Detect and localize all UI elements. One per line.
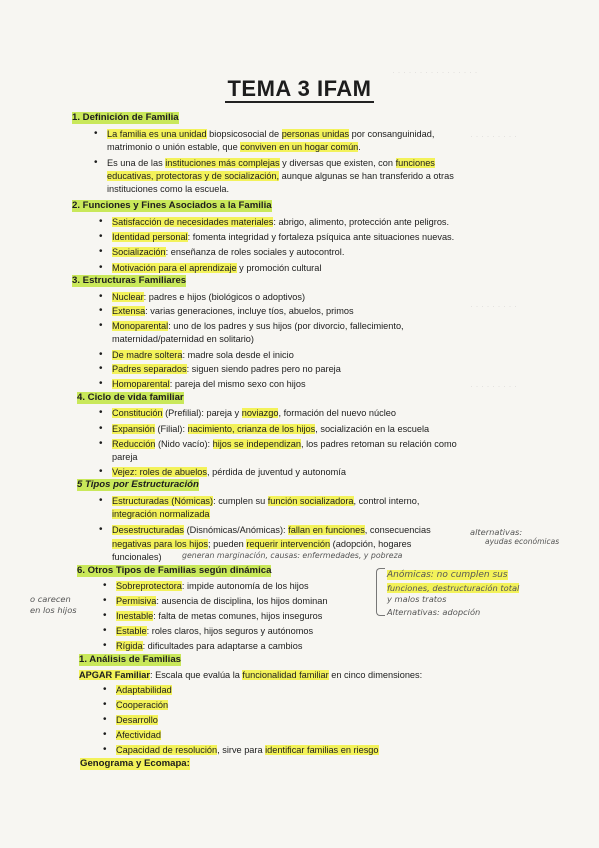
list-item: • Nuclear: padres e hijos (biológicos o adoptivos) [112,291,305,303]
list-item: • Inestable: falta de metas comunes, hijos inseguros [116,610,322,622]
section-heading-dinamica: 6. Otros Tipos de Familias según dinámica [77,565,272,576]
list-item: • Sobreprotectora: impide autonomía de los hijos [116,580,309,592]
list-item: • De madre soltera: madre sola desde el inicio [112,349,294,361]
list-item: • Motivación para el aprendizaje y promoción cultural [112,262,321,274]
list-item-continuation: instituciones como la escuela. [107,184,230,194]
show-through-text: · · · · · · · · · · · · · · · · [392,67,478,77]
list-item: • Cooperación [116,699,168,711]
list-item: • Homoparental: pareja del mismo sexo con hijos [112,378,306,390]
handwritten-note: alternativas: [470,527,523,537]
show-through-text: · · · · · · · · · [470,131,517,141]
list-item: • Reducción (Nido vacío): hijos se independizan, los padres retoman su relación como [112,438,457,450]
list-item: • Extensa: varias generaciones, incluye tíos, abuelos, primos [112,305,354,317]
section-heading-estructuracion: 5 Tipos por Estructuración [77,479,199,490]
handwritten-note: Anómicas: no cumplen sus [387,570,508,580]
list-item: • Vejez: roles de abuelos, pérdida de juventud y autonomía [112,466,346,478]
handwritten-note: funciones, destructuración total [387,583,520,593]
list-item: • Monoparental: uno de los padres y sus hijos (por divorcio, fallecimiento, [112,320,404,332]
list-item-continuation: educativas, protectoras y de socialización, aunque algunas se han transferido a otras [107,171,454,181]
list-item-continuation: negativas para los hijos; pueden requerir intervención (adopción, hogares [112,539,412,549]
handwritten-note: o carecen [30,594,71,604]
show-through-text: · · · · · · · · · [470,301,517,311]
list-item: • Socialización: enseñanza de roles sociales y autocontrol. [112,246,344,258]
genograma-heading: Genograma y Ecomapa: [80,758,190,769]
list-item: • Adaptabilidad [116,684,172,696]
list-item: • Afectividad [116,729,161,741]
list-item-continuation: pareja [112,452,138,462]
list-item: • Constitución (Prefilial): pareja y noviazgo, formación del nuevo núcleo [112,407,396,419]
page-title: TEMA 3 IFAM [227,76,372,101]
list-item: • Estable: roles claros, hijos seguros y autónomos [116,625,313,637]
list-item: • Capacidad de resolución, sirve para identificar familias en riesgo [116,744,379,756]
list-item-continuation: maternidad/paternidad en solitario) [112,334,254,344]
annotation-brace [376,568,385,616]
handwritten-note: en los hijos [30,605,77,615]
section-heading-ciclo: 4. Ciclo de vida familiar [77,392,184,403]
list-item: • Desestructuradas (Disnómicas/Anómicas): fallan en funciones, consecuencias [112,524,431,536]
list-item: • Rígida: dificultades para adaptarse a cambios [116,640,302,652]
list-item: • Padres separados: siguen siendo padres pero no pareja [112,363,341,375]
handwritten-note: Alternativas: adopción [387,607,481,617]
section-heading-analisis: 1. Análisis de Familias [79,654,182,665]
list-item: • La familia es una unidad biopsicosocial de personas unidas por consanguinidad, [107,128,434,140]
section-heading-funciones: 2. Funciones y Fines Asociados a la Familia [72,200,272,211]
list-item: • Expansión (Filial): nacimiento, crianza de los hijos, socialización en la escuela [112,423,429,435]
list-item-continuation: integración normalizada [112,509,210,519]
list-item-continuation: funcionales) [112,552,162,562]
section-heading-estructuras: 3. Estructuras Familiares [72,275,187,286]
show-through-text: · · · · · · · · · [470,381,517,391]
list-item: • Desarrollo [116,714,158,726]
list-item: • Satisfacción de necesidades materiales: abrigo, alimento, protección ante peligros. [112,216,449,228]
apgar-paragraph: APGAR Familiar: Escala que evalúa la funcionalidad familiar en cinco dimensiones: [79,670,423,680]
section-heading-definicion: 1. Definición de Familia [72,112,179,123]
list-item-continuation: matrimonio o unión estable, que conviven en un hogar común. [107,142,361,152]
list-item: • Estructuradas (Nómicas): cumplen su función socializadora, control interno, [112,495,419,507]
handwritten-note: ayudas económicas [485,537,560,546]
list-item: • Permisiva: ausencia de disciplina, los hijos dominan [116,595,327,607]
list-item: • Es una de las instituciones más complejas y diversas que existen, con funciones [107,157,435,169]
list-item: • Identidad personal: fomenta integridad y fortaleza psíquica ante situaciones nuevas. [112,231,454,243]
handwritten-note: generan marginación, causas: enfermedades, y pobreza [182,551,403,560]
handwritten-note: y malos tratos [387,594,447,604]
